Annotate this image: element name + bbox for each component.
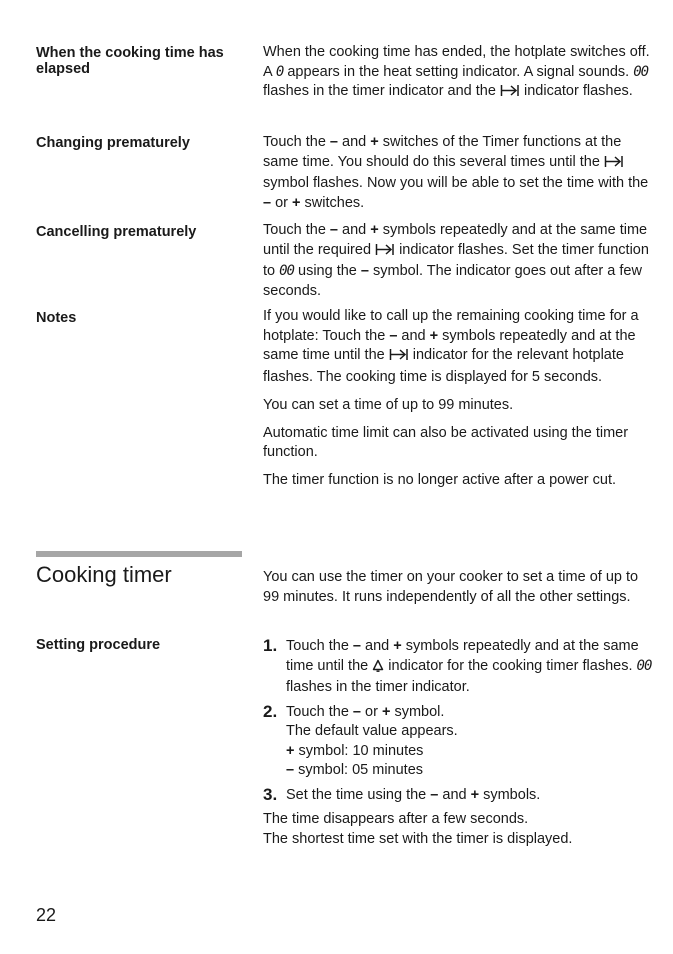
note-power-cut: The timer function is no longer active after a power cut. (263, 472, 617, 488)
cooking-timer-intro (263, 568, 653, 616)
section-title-cooking-timer: Cooking timer (36, 562, 172, 587)
text-changing-prematurely: Touch the – and + switches of the Timer functions at the same time. You should do this several times until the symbol flashes. Now you will be able to set the time with the – or + switches. (263, 134, 649, 211)
plus-symbol: + (381, 703, 391, 720)
digits-double-zero: 00 (279, 263, 294, 279)
minus-symbol: – (263, 194, 272, 211)
minus-symbol: – (352, 703, 361, 720)
step-number: 2. (263, 701, 278, 721)
step-2: 2. Touch the – or + symbol. The default value appears. + symbol: 10 minutes – symbol: 05 minutes (263, 701, 458, 778)
minus-symbol: – (430, 786, 439, 803)
bell-icon (372, 659, 384, 679)
text-cancelling-prematurely: Touch the – and + symbols repeatedly and at the same time until the required indicator flashes. Set the timer function to 00 using the – symbol. The indicator goes out after a few seconds. (263, 222, 649, 299)
note-max-time: You can set a time of up to 99 minutes. (263, 396, 514, 413)
plus-symbol: + (286, 742, 295, 759)
label-changing-prematurely: Changing prematurely (36, 135, 190, 151)
timer-arrow-icon (604, 155, 624, 175)
plus-symbol: + (370, 134, 379, 150)
intro-text: You can use the timer on your cooker to set a time of up to 99 minutes. It runs independently of all the other settings. (263, 569, 639, 605)
timer-arrow-icon (500, 84, 520, 104)
label-setting-procedure: Setting procedure (36, 637, 161, 653)
plus-symbol: + (370, 222, 379, 238)
label-time-elapsed: When the cooking time has elapsed (36, 45, 224, 77)
text-time-elapsed: When the cooking time has ended, the hotplate switches off. A 0 appears in the heat setting indicator. A signal sounds. 00 flashes in the timer indicator and the indicator flashes. (263, 43, 653, 112)
minus-symbol: – (360, 263, 369, 279)
digit-zero: 0 (275, 63, 284, 80)
label-notes: Notes (36, 310, 77, 326)
minus-symbol: – (389, 327, 398, 344)
step-number: 1. (263, 636, 278, 655)
section-divider (36, 551, 242, 557)
timer-arrow-icon (375, 243, 395, 263)
minus-symbol: – (352, 638, 361, 654)
text-notes: If you would like to call up the remaining cooking time for a hotplate: Touch the – and + symbols repeatedly and at the same time until the indicator for the relevant hotplate flashes. The cooking time is displayed for 5 seconds. You can set a time of up to 99 minutes. Automatic time limit can also be activated using the timer function. The timer function is no longer active after a power cut. (263, 307, 653, 499)
label-cancelling-prematurely: Cancelling prematurely (36, 224, 197, 240)
step-number: 3. (263, 784, 278, 804)
plus-symbol: + (470, 786, 480, 803)
minus-symbol: – (286, 762, 295, 778)
digits-double-zero: 00 (636, 657, 652, 674)
plus-symbol: + (393, 638, 402, 654)
minus-symbol: – (329, 134, 338, 150)
setting-procedure-steps (263, 637, 653, 849)
after-steps-text: The time disappears after a few seconds. The shortest time set with the timer is displayed. (263, 811, 573, 847)
note-auto-limit: Automatic time limit can also be activated using the timer function. (263, 424, 629, 460)
timer-arrow-icon (389, 348, 409, 368)
step-1: 1. Touch the – and + symbols repeatedly and at the same time until the indicator for the cooking timer flashes. 00 flashes in the timer indicator. (263, 636, 652, 695)
minus-symbol: – (329, 222, 338, 238)
digits-double-zero: 00 (633, 63, 649, 80)
plus-symbol: + (292, 194, 301, 211)
step-3: 3. Set the time using the – and + symbols. (263, 784, 541, 804)
plus-symbol: + (429, 327, 439, 344)
page-number: 22 (36, 905, 57, 925)
